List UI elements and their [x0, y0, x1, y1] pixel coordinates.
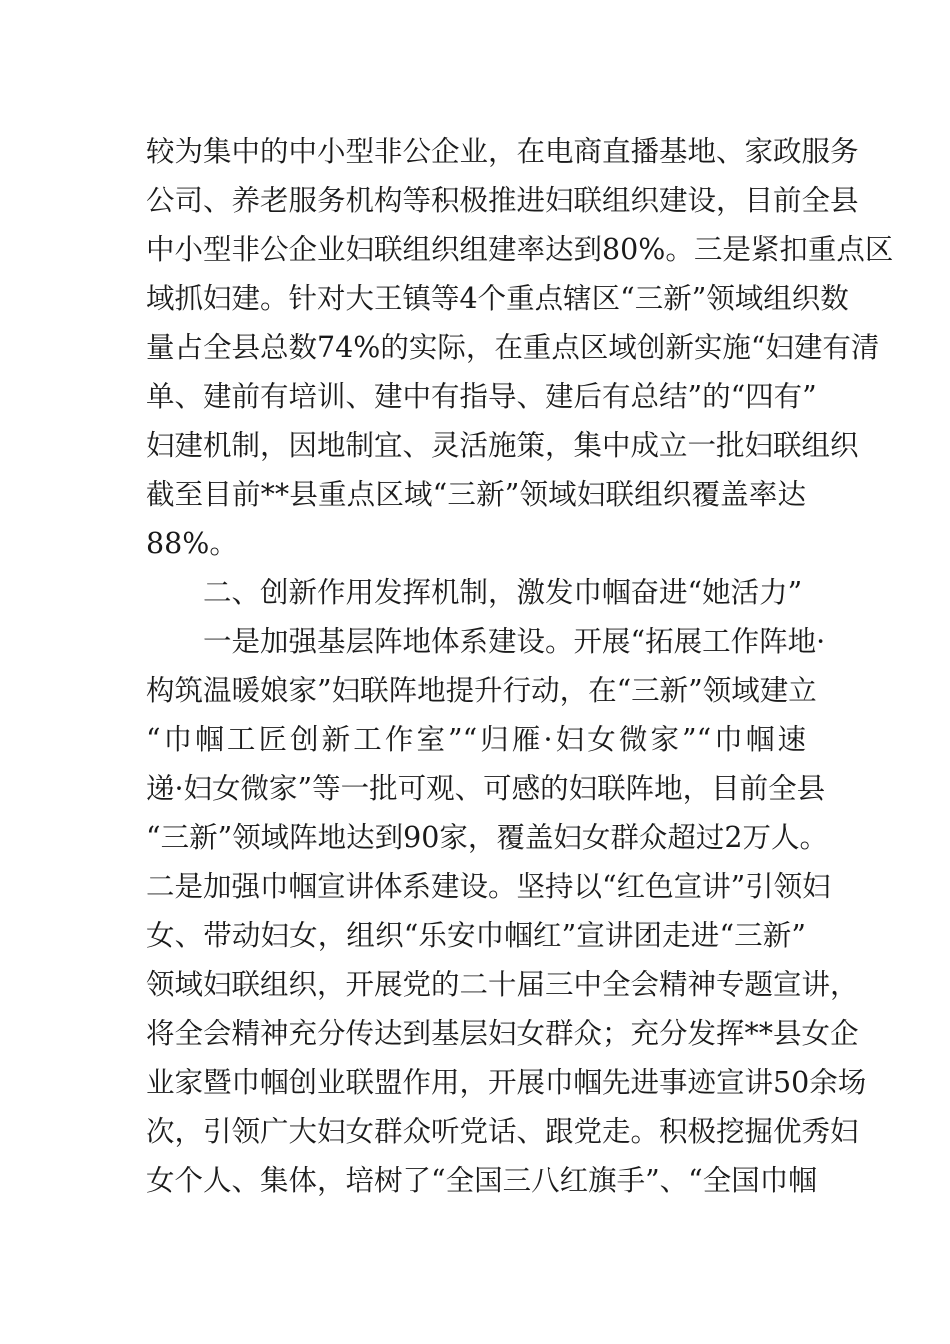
text-line: 业家暨巾帼创业联盟作用，开展巾帼先进事迹宣讲50余场 [146, 1066, 867, 1099]
text-line: 女个人、集体，培树了“全国三八红旗手”、“全国巾帼 [146, 1164, 817, 1197]
text-line: 较为集中的中小型非公企业，在电商直播基地、家政服务 [146, 135, 859, 168]
text-line: 中小型非公企业妇联组织组建率达到80%。三是紧扣重点区 [146, 233, 894, 266]
section-heading: 二、创新作用发挥机制，激发巾帼奋进“她活力” [203, 576, 803, 609]
text-line: “三新”领域阵地达到90家，覆盖妇女群众超过2万人。 [146, 821, 829, 854]
text-line: 递·妇女微家”等一批可观、可感的妇联阵地，目前全县 [146, 772, 826, 805]
text-line: 域抓妇建。针对大王镇等4个重点辖区“三新”领域组织数 [146, 282, 849, 315]
text-line: 单、建前有培训、建中有指导、建后有总结”的“四有” [146, 380, 817, 413]
text-line: 公司、养老服务机构等积极推进妇联组织建设，目前全县 [146, 184, 859, 217]
text-line: “巾帼工匠创新工作室”“归雁·妇女微家”“巾帼速 [146, 723, 806, 756]
text-line: 构筑温暖娘家”妇联阵地提升行动，在“三新”领域建立 [146, 674, 817, 707]
paragraph-first-line: 一是加强基层阵地体系建设。开展“拓展工作阵地· [203, 625, 826, 658]
text-line: 量占全县总数74%的实际，在重点区域创新实施“妇建有清 [146, 331, 880, 364]
text-line: 女、带动妇女，组织“乐安巾帼红”宣讲团走进“三新” [146, 919, 806, 952]
text-line: 妇建机制，因地制宜、灵活施策，集中成立一批妇联组织 [146, 429, 859, 462]
text-line: 88%。 [146, 527, 238, 560]
text-line: 二是加强巾帼宣讲体系建设。坚持以“红色宣讲”引领妇 [146, 870, 831, 903]
text-line: 领域妇联组织，开展党的二十届三中全会精神专题宣讲， [146, 968, 859, 1001]
text-line: 次，引领广大妇女群众听党话、跟党走。积极挖掘优秀妇 [146, 1115, 859, 1148]
text-line: 截至目前**县重点区域“三新”领域妇联组织覆盖率达 [146, 478, 806, 511]
text-line: 将全会精神充分传达到基层妇女群众；充分发挥**县女企 [146, 1017, 859, 1050]
